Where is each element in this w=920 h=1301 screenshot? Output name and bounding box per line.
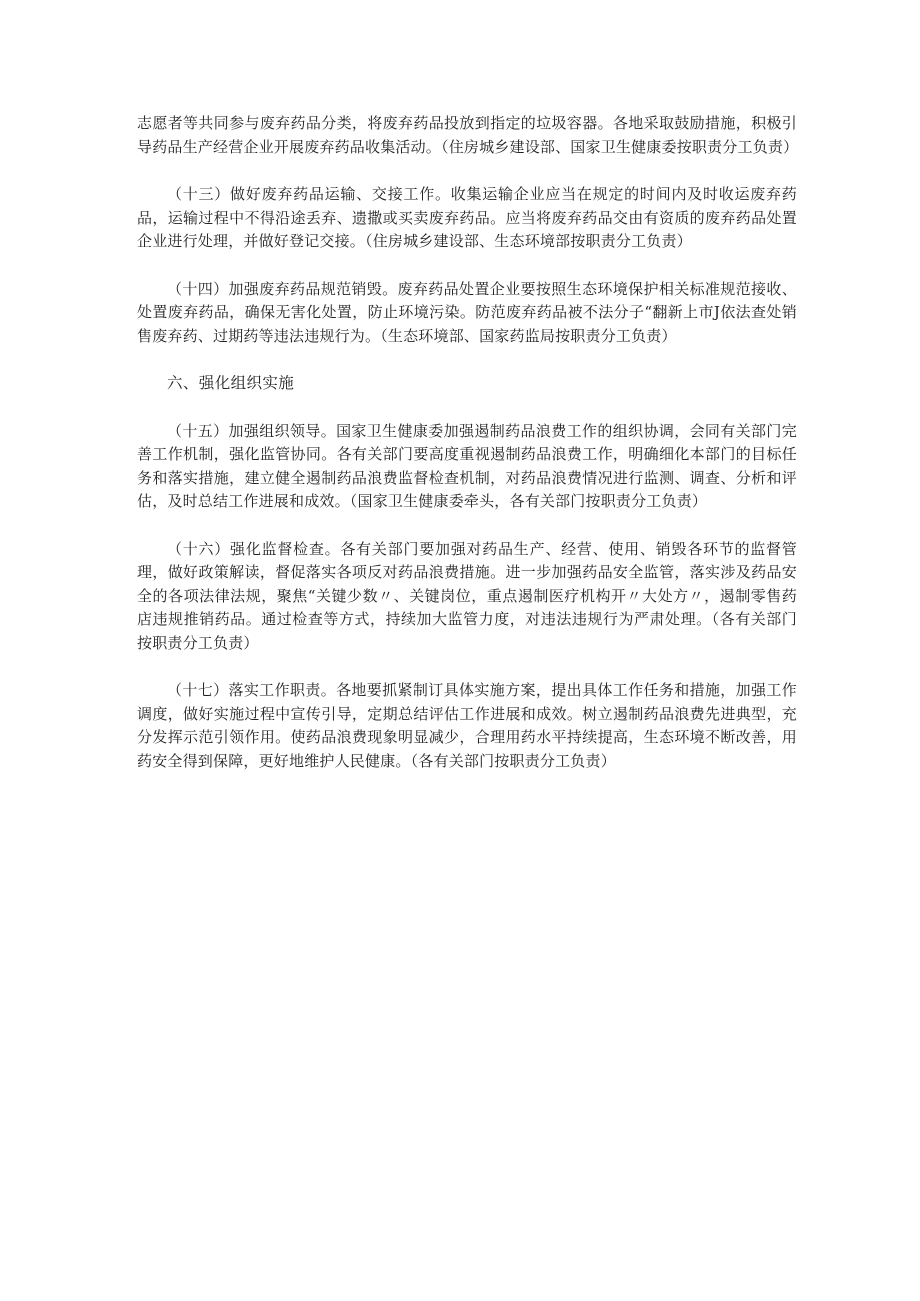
paragraph-item-15: （十五）加强组织领导。国家卫生健康委加强遏制药品浪费工作的组织协调，会同有关部门完善工作机制，强化监管协同。各有关部门要高度重视遏制药品浪费工作，明确细化本部门的目标任务和落实措施，建立健全遏制药品浪费监督检查机制，对药品浪费情况进行监测、调查、分析和评估，及时总结工作进展和成效。（国家卫生健康委牵头，各有关部门按职责分工负责） bbox=[137, 421, 797, 510]
section-heading: 六、强化组织实施 bbox=[167, 374, 295, 392]
paragraph-item-14: （十四）加强废弃药品规范销毁。废弃药品处置企业要按照生态环境保护相关标准规范接收、处置废弃药品，确保无害化处置，防止环境污染。防范废弃药品被不法分子“翻新上市J依法查处销售废弃药、过期药等违法违规行为。（生态环境部、国家药监局按职责分工负责） bbox=[137, 279, 797, 345]
paragraph-item-16: （十六）强化监督检查。各有关部门要加强对药品生产、经营、使用、销毁各环节的监督管理，做好政策解读，督促落实各项反对药品浪费措施。进一步加强药品安全监管，落实涉及药品安全的各项法律法规，聚焦“关键少数〃、关键岗位，重点遏制医疗机构开〃大处方〃，遏制零售药店违规推销药品。通过检查等方式，持续加大监管力度，对违法违规行为严肃处理。（各有关部门按职责分工负责） bbox=[137, 539, 797, 652]
paragraph-continuation: 志愿者等共同参与废弃药品分类，将废弃药品投放到指定的垃圾容器。各地采取鼓励措施，积极引导药品生产经营企业开展废弃药品收集活动。（住房城乡建设部、国家卫生健康委按职责分工负责） bbox=[137, 114, 799, 156]
paragraph-item-13: （十三）做好废弃药品运输、交接工作。收集运输企业应当在规定的时间内及时收运废弃药品，运输过程中不得沿途丢弃、遗撒或买卖废弃药品。应当将废弃药品交由有资质的废弃药品处置企业进行处理，并做好登记交接。（住房城乡建设部、生态环境部按职责分工负责） bbox=[137, 185, 797, 250]
paragraph-item-17: （十七）落实工作职责。各地要抓紧制订具体实施方案，提出具体工作任务和措施，加强工作调度，做好实施过程中宣传引导，定期总结评估工作进展和成效。树立遏制药品浪费先进典型，充分发挥示范引领作用。使药品浪费现象明显减少，合理用药水平持续提高，生态环境不断改善，用药安全得到保障，更好地维护人民健康。（各有关部门按职责分工负责） bbox=[137, 681, 797, 770]
document-page bbox=[137, 112, 797, 797]
